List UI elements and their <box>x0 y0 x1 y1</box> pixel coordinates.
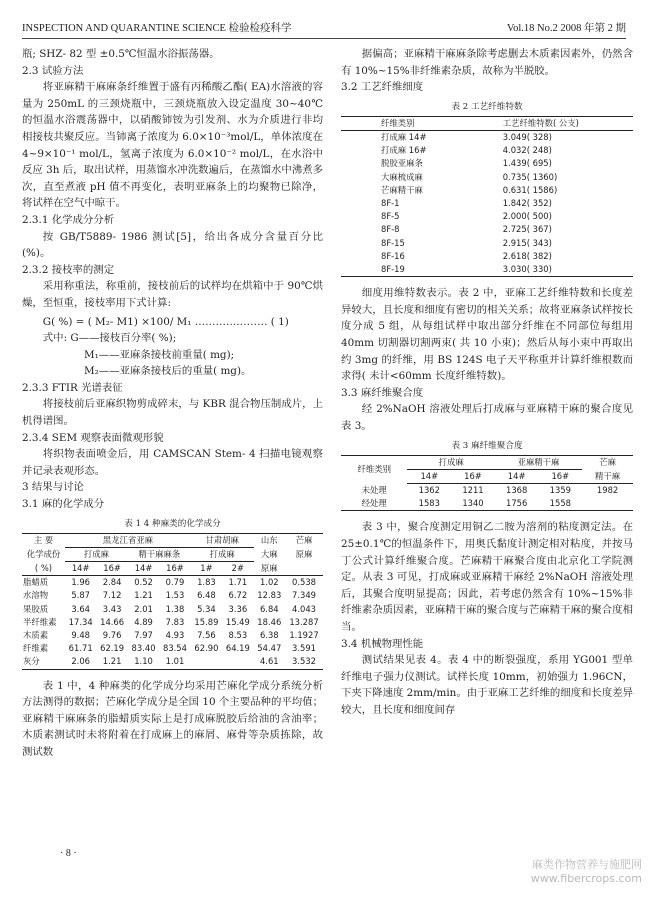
table-header: 亚麻精干麻 <box>495 455 582 469</box>
table-row <box>22 655 323 669</box>
table-cell: 1.96 <box>71 577 90 588</box>
table-cell: 83.40 <box>131 643 156 654</box>
issue-info: Vol.18 No.2 2008 年第 2 期 <box>506 23 626 34</box>
section-heading: 2.3.1 化学成分分析 <box>22 213 115 226</box>
table-header: 主 要 <box>33 534 54 545</box>
table-cell: 5.87 <box>71 590 90 601</box>
table-cell: 8F-1 <box>381 198 400 208</box>
table-cell: 打成麻 16# <box>381 145 427 156</box>
table-header: 16# <box>96 562 127 576</box>
table-cell: 7.56 <box>197 630 216 641</box>
table-cell: 大麻梳成麻 <box>381 171 423 182</box>
table-cell: 2.725( 367) <box>502 224 552 235</box>
table-cell: 9.76 <box>102 630 122 641</box>
table-header: 14# <box>65 562 96 576</box>
table-row <box>341 130 633 144</box>
chemical-composition-table <box>22 533 323 670</box>
paragraph: 将亚麻精干麻麻条纤维置于盛有丙稀酸乙酯( EA)水溶液的容量为 250mL 的三颈烧瓶中，三颈烧瓶放入设定温度 30~40℃的恒温水浴震荡器中，以硝酸铈铵为引发剂、水为介质进行非均相接枝共聚反应。当铈离子浓度为 6.0×10⁻³mol/L，单体浓度在 4~9×10⁻¹ mol/L，氢离子浓度为 6.0×10⁻² mol/L，在水浴中反应 3h 后，取出试样，用蒸馏水冲洗数遍后，在蒸馏水中沸煮多次，直至煮液 pH 值不再变化，表明亚麻条上的均聚物已除净，将试样在空气中晾干。 <box>22 81 323 210</box>
table-row <box>341 144 633 157</box>
table-header: 黑龙江省亚麻 <box>65 533 191 547</box>
table-header: 精干麻 <box>582 469 633 483</box>
table-cell: 4.89 <box>134 616 153 627</box>
table-header: ( %) <box>22 562 65 576</box>
watermark-text: 麻类作物营养与施肥网 <box>532 858 642 871</box>
watermark <box>531 858 642 886</box>
table-cell: 2.84 <box>102 577 122 588</box>
table-cell: 1.21 <box>134 590 153 601</box>
section-heading: 3.3 麻纤维聚合度 <box>341 386 424 399</box>
section-heading: 3 结果与讨论 <box>22 481 84 494</box>
table-cell: 7.349 <box>292 590 316 601</box>
table-cell: 4.61 <box>259 656 279 667</box>
section-heading: 2.3.2 接枝率的测定 <box>22 263 115 276</box>
table-row <box>22 629 323 642</box>
table-cell: 8F-8 <box>381 224 400 235</box>
table-cell: 1.01 <box>165 656 185 667</box>
paragraph: 采用称重法，称重前，接枝前后的试样均在烘箱中于 90℃烘燥，至恒重，接枝率用下式计算: <box>22 280 323 309</box>
table-cell: 8F-15 <box>381 237 405 248</box>
table-cell: 15.49 <box>225 616 250 627</box>
table-cell: 1756 <box>505 498 528 509</box>
table-cell: 果胶质 <box>23 603 49 614</box>
table-cell: 5.34 <box>197 603 216 614</box>
table-cell: 8F-16 <box>381 250 405 261</box>
table-cell: 2.915( 343) <box>502 237 552 248</box>
table-cell: 1982 <box>596 484 619 495</box>
table-cell: 6.48 <box>197 590 216 601</box>
table-cell: 62.90 <box>194 643 219 654</box>
table-row <box>341 157 633 170</box>
table-cell: 1.38 <box>165 603 185 614</box>
table-cell: 3.64 <box>71 603 90 614</box>
formula: G( %) = ( M₂- M1) ×100/ M₁ ………………… ( 1) <box>42 315 289 328</box>
table-caption: 表 3 麻纤维聚合度 <box>451 440 523 451</box>
table-cell: 64.19 <box>225 643 250 654</box>
polymerization-table <box>341 455 633 512</box>
table-header: 纤维类别 <box>341 116 469 130</box>
table-cell <box>191 655 222 669</box>
table-row <box>341 263 633 277</box>
table-cell: 8F-19 <box>381 264 405 275</box>
table-cell: 3.43 <box>102 603 122 614</box>
table-cell: 芒麻精干麻 <box>381 184 423 195</box>
table-cell: 3.049( 328) <box>502 131 552 142</box>
table-header: 原麻 <box>295 548 313 559</box>
table-cell: 7.97 <box>134 630 153 641</box>
formula-note: M₁——亚麻条接枝前重量( mg); <box>84 348 235 361</box>
table-caption: 表 2 工艺纤维特数 <box>451 101 523 112</box>
formula-note: M₂——亚麻条接枝后的重量( mg)。 <box>84 365 252 378</box>
table-cell: 1359 <box>549 484 571 495</box>
table-cell: 2.618( 382) <box>502 250 552 261</box>
table-cell: 0.631( 1586) <box>502 184 558 195</box>
table-cell: 1.02 <box>259 577 279 588</box>
table-row <box>22 603 323 616</box>
table-body <box>22 576 323 669</box>
table-row <box>341 223 633 236</box>
table-cell: 0.52 <box>134 577 153 588</box>
section-heading: 2.3 试验方法 <box>22 64 84 77</box>
table-cell: 1.21 <box>102 656 122 667</box>
left-column <box>22 46 323 761</box>
table-header: 1# <box>191 562 222 576</box>
table-cell: 打成麻 14# <box>381 131 427 142</box>
paragraph: 按 GB/T5889- 1986 测试[5]，给出各成分含量百分比 (%)。 <box>22 230 323 260</box>
section-heading: 3.2 工艺纤维细度 <box>341 81 424 94</box>
table-cell: 62.19 <box>100 643 125 654</box>
paragraph: 瓶; SHZ- 82 型 ±0.5℃恒温水浴振荡器。 <box>22 48 220 60</box>
table-cell: 1211 <box>462 484 484 495</box>
table-cell: 14.66 <box>100 616 125 627</box>
table-cell: 木质素 <box>23 630 49 641</box>
table-cell <box>222 655 253 669</box>
paragraph: 测试结果见表 4。表 4 中的断裂强度，系用 YG001 型单纤维电子强力仪测试。试样长度 10mm，初始强力 1.96CN，下夹下降速度 2mm/min。由于亚麻工艺纤维的细度和长度差异较大，且长度和细度间存 <box>341 654 633 716</box>
table-cell: 61.71 <box>68 643 93 654</box>
table-cell: 2.000( 500) <box>502 211 552 222</box>
table-row <box>22 642 323 655</box>
right-column <box>341 46 633 719</box>
table-cell: 脱胶亚麻条 <box>381 158 423 169</box>
paragraph: 经 2%NaOH 溶液处理后打成麻与亚麻精干麻的聚合度见表 3。 <box>341 403 633 432</box>
table-header: 16# <box>159 562 190 576</box>
table-header: 山东 <box>260 534 278 545</box>
table-row <box>22 576 323 590</box>
table-cell: 17.34 <box>68 616 93 627</box>
watermark-url: www.fibercrops.com <box>530 872 642 885</box>
section-heading: 3.4 机械物理性能 <box>341 637 424 650</box>
table-row <box>22 616 323 629</box>
section-heading: 3.1 麻的化学成分 <box>22 498 105 511</box>
table-cell: 83.54 <box>162 643 187 654</box>
table-row <box>341 171 633 184</box>
table-cell: 6.84 <box>259 603 279 614</box>
formula-note: 式中: G——接枝百分率( %); <box>42 332 177 345</box>
table-cell: 1.439( 695) <box>502 158 552 169</box>
table-cell: 4.043 <box>292 603 316 614</box>
table-header: 化学成份 <box>26 548 61 559</box>
table-cell: 15.89 <box>194 616 219 627</box>
table-cell: 1.53 <box>165 590 185 601</box>
table-cell: 1.1927 <box>289 630 319 641</box>
table-caption: 表 1 4 种麻类的化学成分 <box>124 518 221 529</box>
table-cell: 1368 <box>505 484 528 495</box>
table-cell: 1558 <box>549 498 571 509</box>
table-header: 2# <box>222 562 253 576</box>
table-header: 打成麻 <box>407 455 494 469</box>
table-body <box>341 130 633 276</box>
table-row <box>341 210 633 223</box>
table-cell: 8F-5 <box>381 211 400 222</box>
table-cell: 3.591 <box>292 643 316 654</box>
table-cell: 8.53 <box>228 630 248 641</box>
table-cell: 1362 <box>418 484 440 495</box>
paragraph: 表 3 中，聚合度测定用铜乙二胺为溶剂的粘度测定法。在 25±0.1℃的恒温条件下，用奥氏黏度计测定相对粘度，并按马丁公式计算纤维聚合度。芒麻精干麻聚合度由北京化工学院测定。从表 3 可见，打成麻或亚麻精干麻经 2%NaOH 溶液处理后，其聚合度明显提高；因此，若考虑仍然含有 10%~15%非纤维素杂质因素，亚麻精干麻的聚合度与芒麻精干麻的聚合度相当。 <box>341 521 633 633</box>
table-cell: 3.030( 330) <box>502 264 552 275</box>
table-cell: 0.735( 1360) <box>502 171 558 182</box>
table-cell: 脂蜡质 <box>23 577 49 588</box>
paragraph: 细度用维特数表示。表 2 中，亚麻工艺纤维特数和长度差异较大，且长度和细度有密切的相关关系；故将亚麻条试样按长度分成 5 组，从每组试样中取出部分纤维在不同部位每组用 40mm 切割器切割两束( 共 10 小束)；然后从每小束中再取出约 3mg 的纤维，用 BS 124S 电子天平称重并计算纤维根数而求得( 未计<60mm 长度纤维特数)。 <box>341 287 633 383</box>
table-cell: 1583 <box>418 498 440 509</box>
table-cell: 3.532 <box>292 656 316 667</box>
table-header: 工艺纤维特数( 公支) <box>469 116 633 130</box>
table-cell: 4.93 <box>165 630 185 641</box>
table-cell: 1.842( 352) <box>502 198 552 208</box>
table-header: 打成麻 <box>65 547 128 561</box>
table-header: 14# <box>128 562 159 576</box>
table-cell: 灰分 <box>23 656 40 667</box>
table-cell: 未处理 <box>361 484 387 495</box>
running-header <box>22 22 626 39</box>
table-cell: 6.72 <box>228 590 248 601</box>
table-header: 甘肃胡麻 <box>191 533 254 547</box>
table-header <box>285 562 323 576</box>
table-header: 纤维类别 <box>357 463 391 474</box>
table-row <box>22 589 323 602</box>
table-row <box>341 250 633 263</box>
paragraph: 表 1 中，4 种麻类的化学成分均采用芒麻化学成分系统分析方法测得的数据；芒麻化学成分是全国 10 个主要品种的平均值；亚麻精干麻麻条的脂蜡质实际上是打成麻脱胶后给油的含油率；木质素测试时未将附着在打成麻上的麻屑、麻骨等杂质拣除，故测试数 <box>22 679 323 759</box>
table-cell: 54.47 <box>257 643 282 654</box>
table-row <box>341 237 633 250</box>
table-cell: 3.36 <box>228 603 248 614</box>
table-cell: 纤维素 <box>23 643 49 654</box>
table-header: 16# <box>538 469 582 483</box>
table-cell: 13.287 <box>289 616 319 627</box>
table-cell: 12.83 <box>257 590 282 601</box>
table-body <box>341 483 633 510</box>
table-row <box>341 184 633 197</box>
paragraph: 据偏高；亚麻精干麻麻条除考虑删去木质素因素外，仍然含有 10%~15%非纤维素杂质，故称为半脱胶。 <box>341 48 633 77</box>
table-header: 14# <box>495 469 539 483</box>
table-cell: 2.01 <box>134 603 153 614</box>
table-header: 14# <box>407 469 451 483</box>
table-cell: 经处理 <box>361 498 387 509</box>
page-number: · 8 · <box>60 848 77 859</box>
table-row <box>341 197 633 210</box>
table-header: 芒麻 <box>599 456 616 467</box>
section-heading: 2.3.3 FTIR 光谱表征 <box>22 381 123 394</box>
table-row <box>341 483 633 497</box>
section-heading: 2.3.4 SEM 观察表面微观形貌 <box>22 431 164 444</box>
table-cell: 1.83 <box>197 577 216 588</box>
table-cell: 0.79 <box>165 577 185 588</box>
table-cell: 0.538 <box>292 577 316 588</box>
table-cell: 水溶物 <box>23 590 49 601</box>
table-cell: 1.10 <box>134 656 153 667</box>
journal-title: INSPECTION AND QUARANTINE SCIENCE 检验检疫科学 <box>22 23 292 34</box>
table-cell: 7.12 <box>102 590 122 601</box>
table-header: 打成麻 <box>191 547 254 561</box>
table-cell: 1340 <box>462 498 484 509</box>
table-cell <box>582 497 633 511</box>
table-cell: 6.38 <box>259 630 279 641</box>
table-header: 芒麻 <box>295 534 313 545</box>
table-row <box>341 497 633 511</box>
table-header: 16# <box>451 469 495 483</box>
table-cell: 2.06 <box>71 656 90 667</box>
table-cell: 半纤维素 <box>23 616 57 627</box>
table-cell: 1.71 <box>228 577 248 588</box>
paragraph: 将接枝前后亚麻织物剪成碎末，与 KBR 混合物压制成片，上机得谱图。 <box>22 398 323 428</box>
fiber-tex-table <box>341 116 633 277</box>
table-cell: 4.032( 248) <box>502 145 552 156</box>
paragraph: 将织物表面喷金后，用 CAMSCAN Stem- 4 扫描电镜观察并记录表观形态。 <box>22 448 323 477</box>
table-header: 精干麻麻条 <box>128 547 191 561</box>
table-cell: 7.83 <box>165 616 185 627</box>
table-cell: 18.46 <box>257 616 282 627</box>
table-header: 原麻 <box>254 562 285 576</box>
table-cell: 9.48 <box>71 630 90 641</box>
table-header: 大麻 <box>260 548 278 559</box>
